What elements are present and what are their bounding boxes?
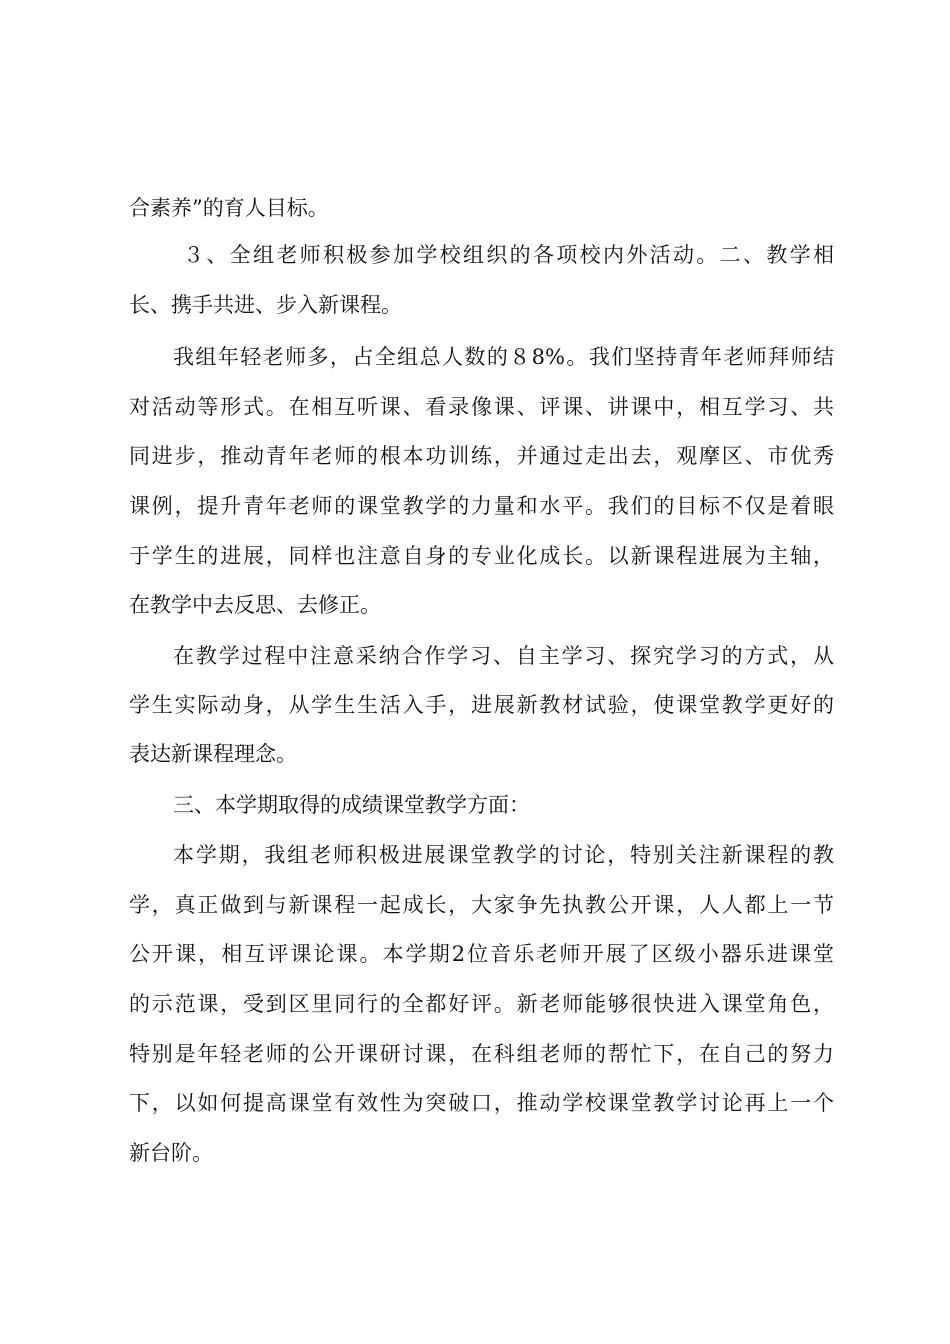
text-line: 表达新课程理念。 [129,742,297,766]
text-line: 学生实际动身，从学生生活入手，进展新教材试验，使课堂教学更好的 [129,693,834,717]
text-line: 本学期，我组老师积极进展课堂教学的讨论，特别关注新课程的教 [173,843,834,867]
text-line: 对活动等形式。在相互听课、看录像课、评课、讲课中，相互学习、共 [129,395,834,419]
text-line: 长、携手共进、步入新课程。 [129,293,402,317]
text-line: 新台阶。 [129,1141,213,1165]
text-line: 我组年轻老师多，占全组总人数的８8%。我们坚持青年老师拜师结 [173,345,834,369]
text-line: 在教学中去反思、去修正。 [129,593,381,617]
text-line: 同进步，推动青年老师的根本功训练，并通过走出去，观摩区、市优秀 [129,444,834,468]
text-line: 课例，提升青年老师的课堂教学的力量和水平。我们的目标不仅是着眼 [129,494,834,518]
text-line: 合素养”的育人目标。 [129,196,329,220]
text-line: 于学生的进展，同样也注意自身的专业化成长。以新课程进展为主轴， [129,544,834,568]
text-line: 特别是年轻老师的公开课研讨课，在科组老师的帮忙下，在自己的努力 [129,1042,834,1066]
text-line: ３、全组老师积极参加学校组织的各项校内外活动。二、教学相 [183,243,834,267]
text-line: 公开课，相互评课论课。本学期2位音乐老师开展了区级小器乐进课堂 [129,942,834,966]
text-line: 的示范课，受到区里同行的全都好评。新老师能够很快进入课堂角色， [129,992,834,1016]
text-line: 在教学过程中注意采纳合作学习、自主学习、探究学习的方式，从 [173,644,834,668]
section-heading: 三、本学期取得的成绩课堂教学方面： [173,793,530,817]
text-line: 下，以如何提高课堂有效性为突破口，推动学校课堂教学讨论再上一个 [129,1091,834,1115]
text-line: 学，真正做到与新课程一起成长，大家争先执教公开课，人人都上一节 [129,893,834,917]
